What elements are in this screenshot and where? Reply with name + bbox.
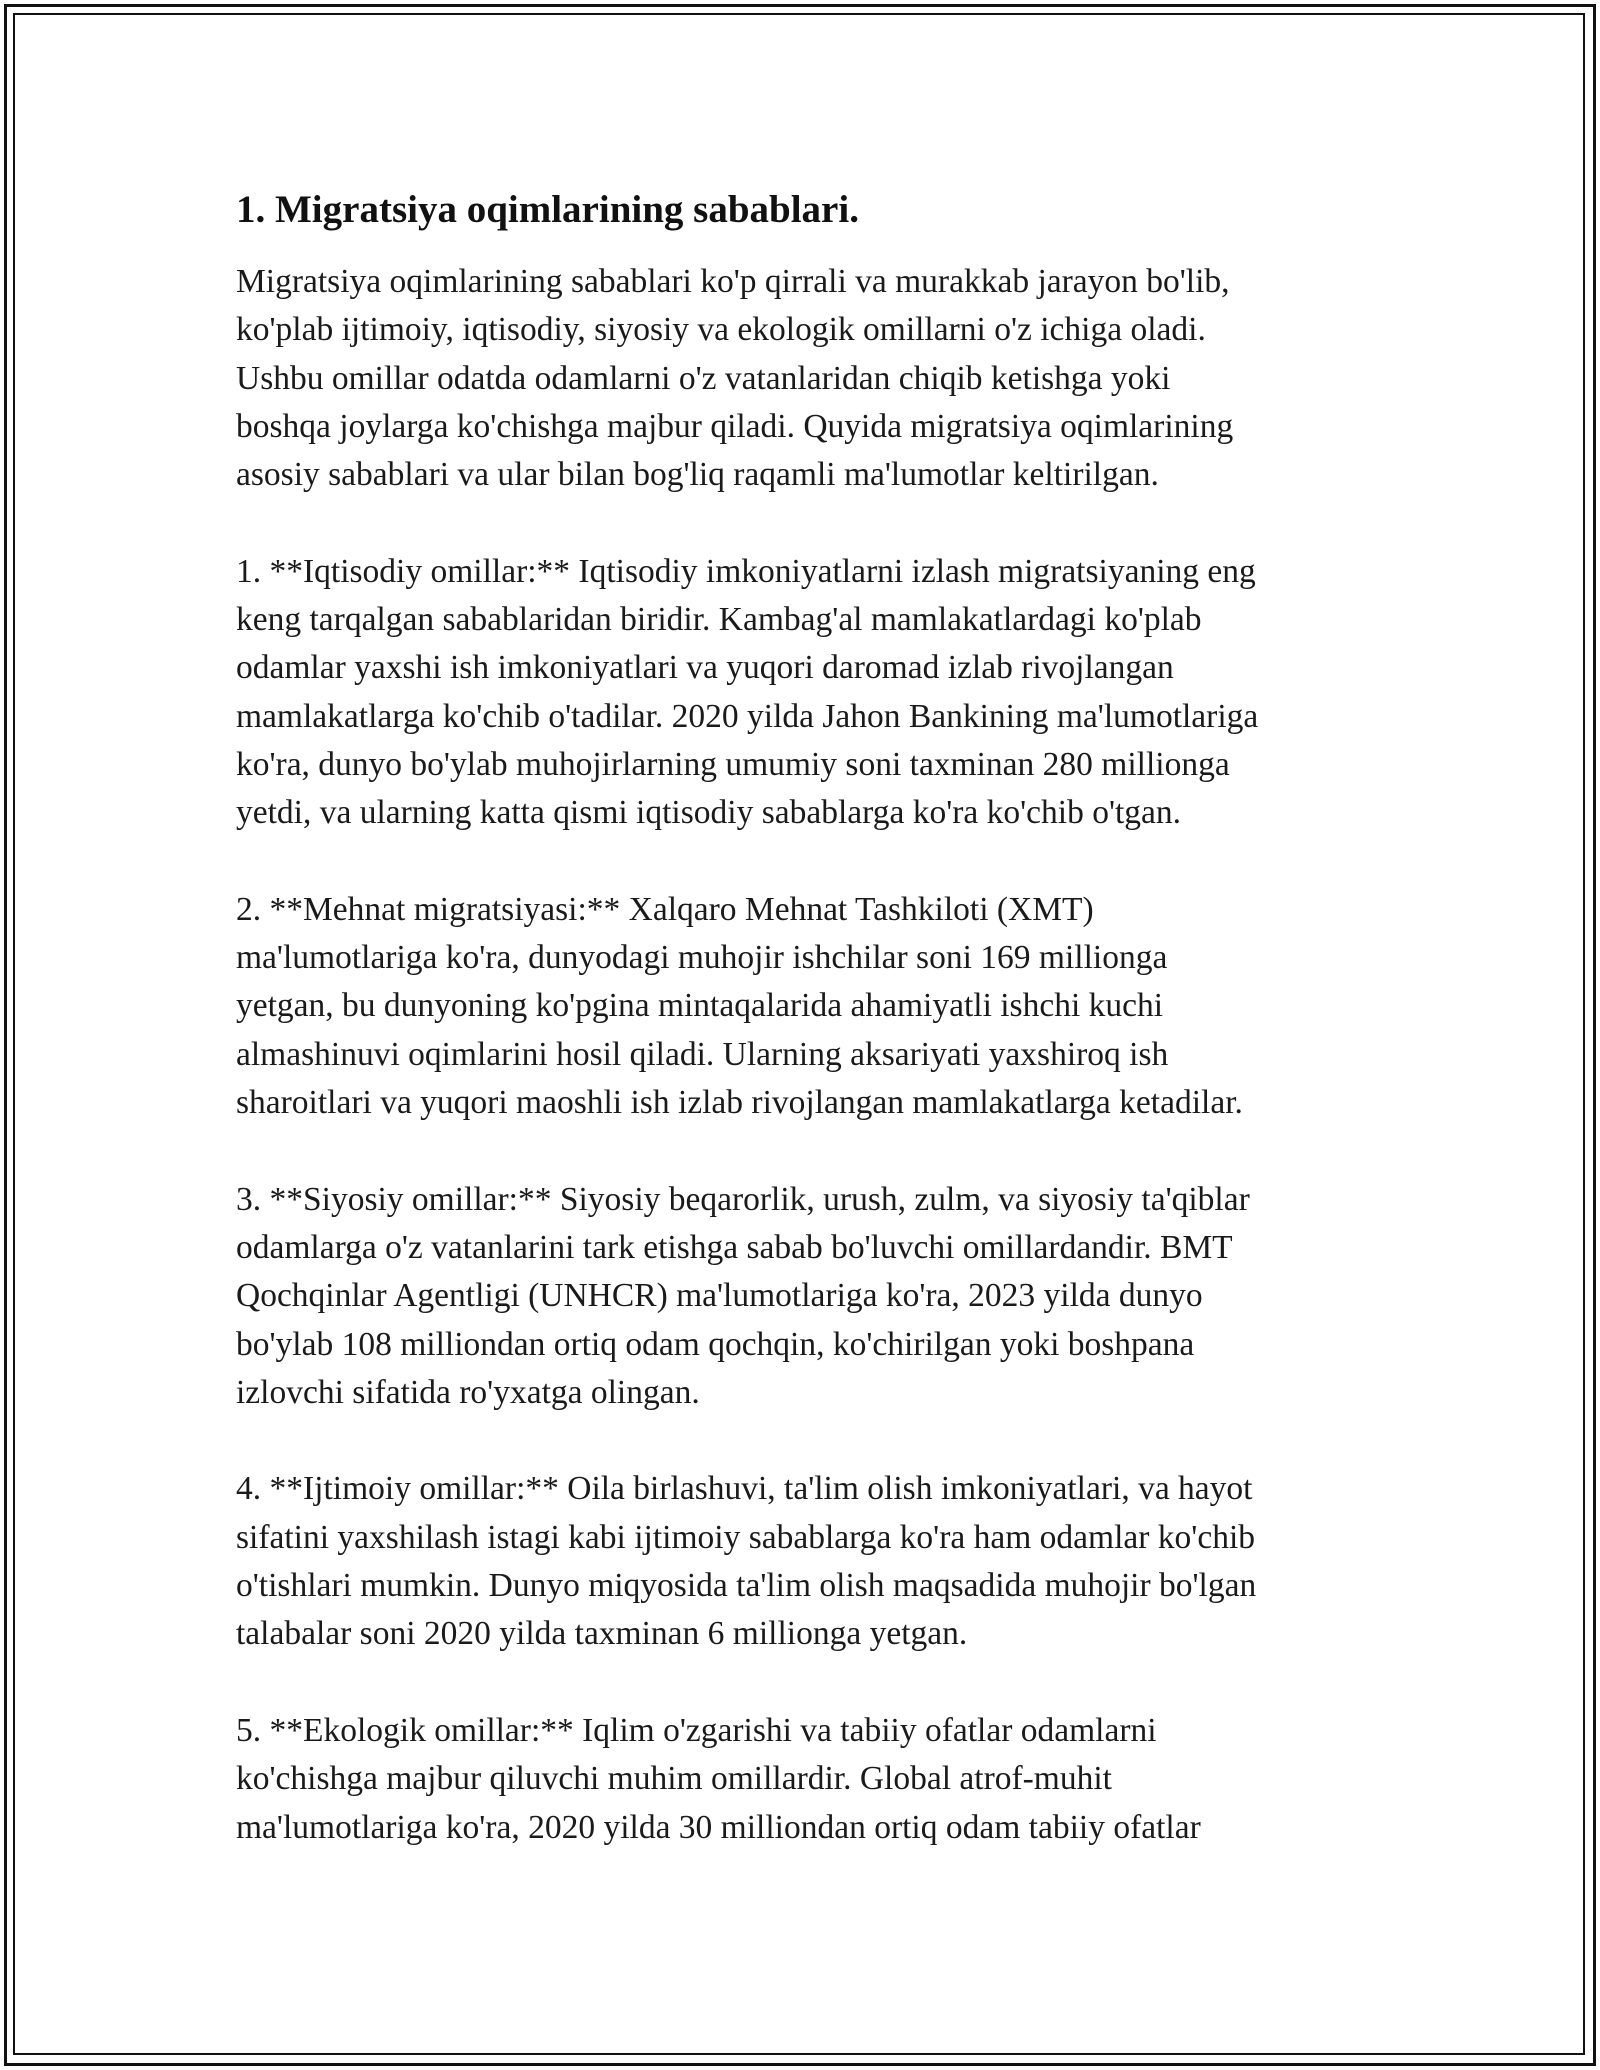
text-line: odamlar yaxshi ish imkoniyatlari va yuqori daromad izlab rivojlangan [236, 649, 1174, 687]
intro-paragraph [236, 258, 1396, 499]
text-line: yetdi, va ularning katta qismi iqtisodiy sabablarga ko'ra ko'chib o'tgan. [236, 794, 1182, 832]
text-line: o'tishlari mumkin. Dunyo miqyosida ta'lim olish maqsadida muhojir bo'lgan [236, 1567, 1257, 1605]
ecological-factors-paragraph [236, 1707, 1396, 1852]
text-line: sifatini yaxshilash istagi kabi ijtimoiy sabablarga ko'ra ham odamlar ko'chib [236, 1518, 1256, 1556]
text-line: mamlakatlarga ko'chib o'tadilar. 2020 yilda Jahon Bankining ma'lumotlariga [236, 697, 1259, 735]
text-line: izlovchi sifatida ro'yxatga olingan. [236, 1373, 700, 1411]
economic-factors-paragraph [236, 548, 1396, 838]
text-line: ko'ra, dunyo bo'ylab muhojirlarning umumiy soni taxminan 280 millionga [236, 745, 1230, 783]
text-line: Migratsiya oqimlarining sabablari ko'p qirrali va murakkab jarayon bo'lib, [236, 263, 1230, 300]
text-line: ko'plab ijtimoiy, iqtisodiy, siyosiy va ekologik omillarni o'z ichiga oladi. [236, 311, 1206, 349]
labor-migration-paragraph [236, 886, 1396, 1127]
text-line: boshqa joylarga ko'chishga majbur qiladi. Quyida migratsiya oqimlarining [236, 407, 1234, 445]
text-line: 1. **Iqtisodiy omillar:** Iqtisodiy imkoniyatlarni izlash migratsiyaning eng [236, 552, 1256, 590]
document-page [236, 186, 1396, 1852]
political-factors-paragraph [236, 1176, 1396, 1417]
text-line: 5. **Ekologik omillar:** Iqlim o'zgarishi va tabiiy ofatlar odamlarni [236, 1711, 1157, 1749]
text-line: talabalar soni 2020 yilda taxminan 6 millionga yetgan. [236, 1615, 968, 1653]
text-line: Qochqinlar Agentligi (UNHCR) ma'lumotlariga ko'ra, 2023 yilda dunyo [236, 1277, 1203, 1315]
text-line: asosiy sabablari va ular bilan bog'liq raqamli ma'lumotlar keltirilgan. [236, 456, 1159, 494]
text-line: ko'chishga majbur qiluvchi muhim omillardir. Global atrof-muhit [236, 1760, 1112, 1798]
section-heading: 1. Migratsiya oqimlarining sabablari. [236, 188, 859, 231]
text-line: 3. **Siyosiy omillar:** Siyosiy beqarorlik, urush, zulm, va siyosiy ta'qiblar [236, 1180, 1250, 1218]
text-line: almashinuvi oqimlarini hosil qiladi. Ularning aksariyati yaxshiroq ish [236, 1035, 1169, 1073]
text-line: Ushbu omillar odatda odamlarni o'z vatanlaridan chiqib ketishga yoki [236, 359, 1171, 397]
social-factors-paragraph [236, 1465, 1396, 1658]
text-line: keng tarqalgan sabablaridan biridir. Kambag'al mamlakatlardagi ko'plab [236, 601, 1202, 639]
text-line: 2. **Mehnat migratsiyasi:** Xalqaro Mehnat Tashkiloti (XMT) [236, 890, 1094, 928]
text-line: sharoitlari va yuqori maoshli ish izlab rivojlangan mamlakatlarga ketadilar. [236, 1084, 1243, 1122]
text-line: bo'ylab 108 milliondan ortiq odam qochqin, ko'chirilgan yoki boshpana [236, 1325, 1195, 1363]
text-line: 4. **Ijtimoiy omillar:** Oila birlashuvi, ta'lim olish imkoniyatlari, va hayot [236, 1470, 1253, 1508]
text-line: ma'lumotlariga ko'ra, dunyodagi muhojir ishchilar soni 169 millionga [236, 939, 1168, 977]
text-line: odamlarga o'z vatanlarini tark etishga sabab bo'luvchi omillardandir. BMT [236, 1228, 1233, 1266]
text-line: ma'lumotlariga ko'ra, 2020 yilda 30 milliondan ortiq odam tabiiy ofatlar [236, 1808, 1201, 1846]
text-line: yetgan, bu dunyoning ko'pgina mintaqalarida ahamiyatli ishchi kuchi [236, 987, 1164, 1025]
